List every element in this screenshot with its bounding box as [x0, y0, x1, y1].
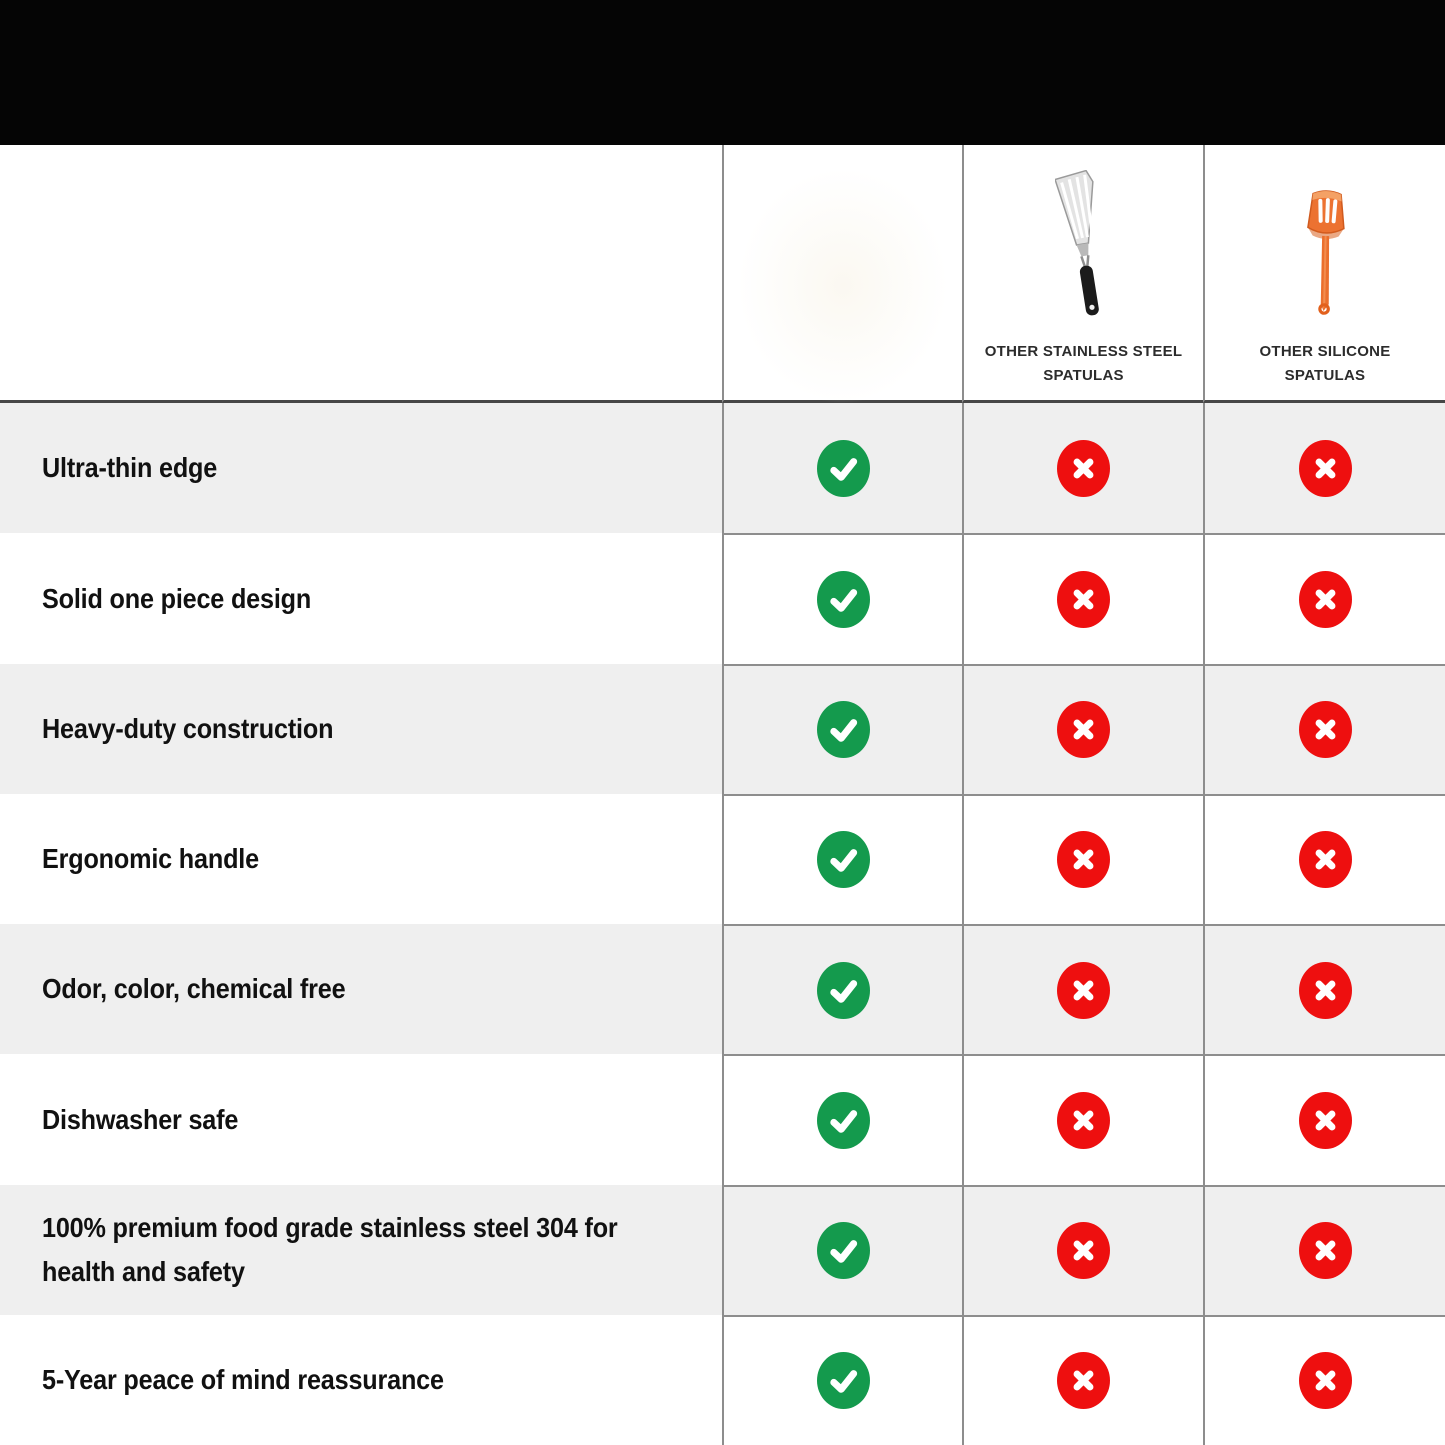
- x-icon: [1299, 831, 1352, 888]
- feature-label-cell: [0, 794, 722, 924]
- steel-mark-cell: [962, 794, 1203, 924]
- product-mark-cell: [722, 794, 962, 924]
- silicone-mark-cell: [1203, 533, 1445, 663]
- x-icon: [1057, 1352, 1110, 1409]
- check-icon: [817, 1092, 870, 1149]
- comparison-table: [0, 145, 1445, 1445]
- x-icon: [1057, 1092, 1110, 1149]
- silicone-mark-cell: [1203, 794, 1445, 924]
- feature-label-cell: [0, 1185, 722, 1315]
- header-silicone-cell: [1203, 145, 1445, 403]
- silicone-mark-cell: [1203, 664, 1445, 794]
- check-icon: [817, 962, 870, 1019]
- header-steel-cell: [962, 145, 1203, 403]
- x-icon: [1057, 701, 1110, 758]
- product-image-faded: [738, 168, 948, 403]
- x-icon: [1299, 571, 1352, 628]
- product-mark-cell: [722, 1185, 962, 1315]
- feature-label: 100% premium food grade stainless steel 304 for health and safety: [42, 1212, 618, 1287]
- feature-label-cell: [0, 533, 722, 663]
- product-mark-cell: [722, 664, 962, 794]
- steel-column-title: [985, 340, 1183, 388]
- header-product-cell: [722, 145, 962, 403]
- feature-label-cell: [0, 403, 722, 533]
- silicone-title-line2: SPATULAS: [1284, 367, 1366, 384]
- feature-label: Ultra-thin edge: [42, 452, 218, 484]
- x-icon: [1057, 831, 1110, 888]
- feature-label: Dishwasher safe: [42, 1103, 239, 1135]
- steel-mark-cell: [962, 1054, 1203, 1184]
- x-icon: [1299, 440, 1352, 497]
- steel-spatula-icon: [1055, 170, 1113, 322]
- x-icon: [1299, 1352, 1352, 1409]
- x-icon: [1299, 1222, 1352, 1279]
- check-icon: [817, 1352, 870, 1409]
- steel-mark-cell: [962, 533, 1203, 663]
- product-mark-cell: [722, 1054, 962, 1184]
- x-icon: [1299, 701, 1352, 758]
- steel-title-line2: SPATULAS: [1043, 367, 1124, 384]
- x-icon: [1299, 1092, 1352, 1149]
- x-icon: [1057, 962, 1110, 1019]
- silicone-spatula-icon: [1294, 186, 1356, 322]
- feature-label: Heavy-duty construction: [42, 712, 334, 744]
- feature-label: Odor, color, chemical free: [42, 973, 346, 1005]
- feature-label-cell: [0, 664, 722, 794]
- x-icon: [1057, 571, 1110, 628]
- silicone-mark-cell: [1203, 1315, 1445, 1445]
- steel-mark-cell: [962, 1315, 1203, 1445]
- steel-title-line1: OTHER STAINLESS STEEL: [984, 343, 1183, 360]
- check-icon: [817, 1222, 870, 1279]
- product-mark-cell: [722, 924, 962, 1054]
- silicone-title-line1: OTHER SILICONE: [1259, 343, 1391, 360]
- silicone-column-title: [1259, 340, 1390, 388]
- x-icon: [1057, 1222, 1110, 1279]
- check-icon: [817, 831, 870, 888]
- x-icon: [1057, 440, 1110, 497]
- product-mark-cell: [722, 533, 962, 663]
- silicone-mark-cell: [1203, 1054, 1445, 1184]
- silicone-mark-cell: [1203, 403, 1445, 533]
- x-icon: [1299, 962, 1352, 1019]
- feature-label: Ergonomic handle: [42, 843, 259, 875]
- top-banner: [0, 0, 1445, 145]
- check-icon: [817, 571, 870, 628]
- feature-label: 5-Year peace of mind reassurance: [42, 1364, 444, 1396]
- product-mark-cell: [722, 403, 962, 533]
- check-icon: [817, 701, 870, 758]
- steel-mark-cell: [962, 924, 1203, 1054]
- product-mark-cell: [722, 1315, 962, 1445]
- feature-label-cell: [0, 1054, 722, 1184]
- steel-mark-cell: [962, 1185, 1203, 1315]
- silicone-mark-cell: [1203, 924, 1445, 1054]
- feature-label: Solid one piece design: [42, 582, 312, 614]
- feature-label-cell: [0, 924, 722, 1054]
- check-icon: [817, 440, 870, 497]
- steel-mark-cell: [962, 403, 1203, 533]
- silicone-mark-cell: [1203, 1185, 1445, 1315]
- header-feature-cell: [0, 145, 722, 403]
- feature-label-cell: [0, 1315, 722, 1445]
- steel-mark-cell: [962, 664, 1203, 794]
